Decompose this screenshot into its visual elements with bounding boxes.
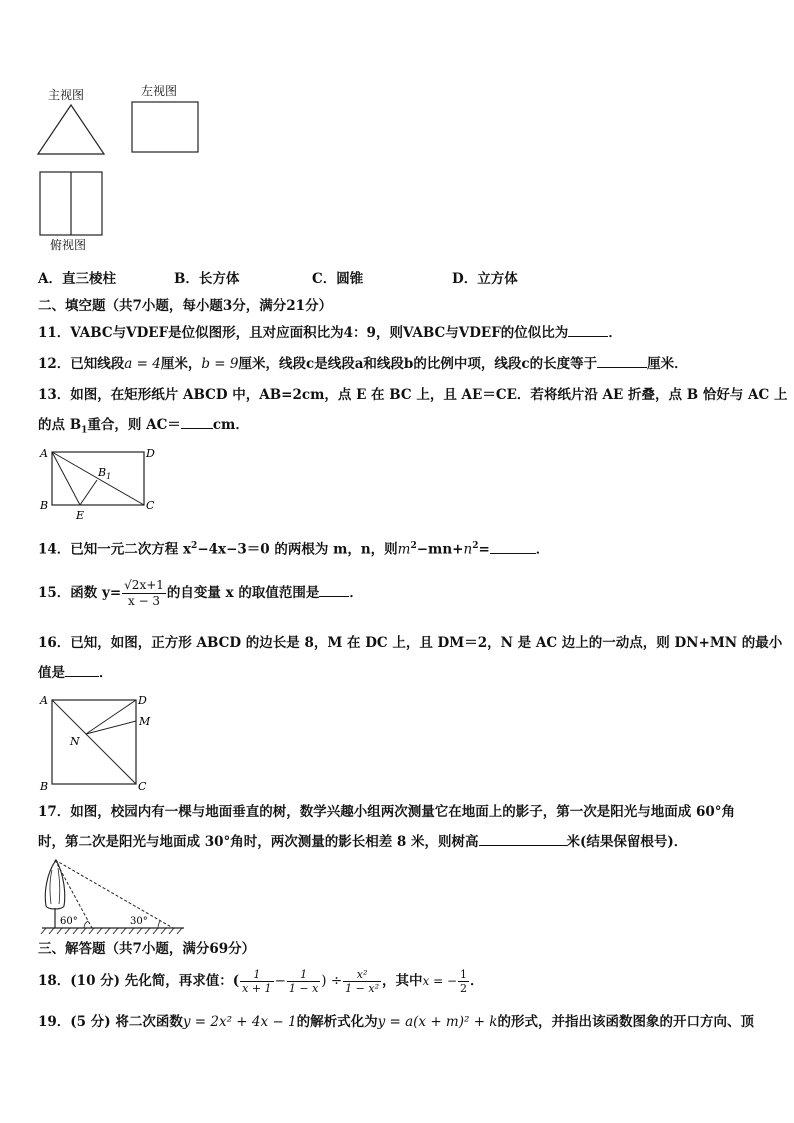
q14-sup-3: 2 — [472, 541, 479, 551]
q11-text: VABC与VDEF是位似图形，且对应面积比为4：9，则VABC与VDEF的位似比为 — [70, 325, 569, 341]
q13-line-1: 13．如图，在矩形纸片 ABCD 中，AB=2cm，点 E 在 BC 上，且 AE＝CE．若将纸片沿 AE 折叠，点 B 恰好与 AC 上 — [38, 387, 788, 403]
q17-blank — [479, 833, 567, 846]
question-18 — [38, 968, 484, 995]
question-11 — [38, 324, 622, 342]
q12-b-value: b = 9 — [201, 356, 239, 372]
q17-angle-30: 30° — [130, 916, 148, 927]
q13-blank — [181, 416, 213, 429]
q13-text-a: 的点 B — [38, 417, 82, 433]
q18-frac3-num: x² — [343, 968, 381, 982]
top-view-rectangle — [38, 170, 104, 238]
q17-line-2 — [38, 833, 687, 851]
q19-text-1: 19．(5 分) 将二次函数 — [38, 1014, 183, 1030]
q13-subscript: 1 — [81, 425, 88, 436]
q14-text-1: 14．已知一元二次方程 x — [38, 541, 192, 558]
front-view-triangle — [36, 103, 106, 157]
q16-line-1: 16．已知，如图，正方形 ABCD 的边长是 8，M 在 DC 上，且 DM＝2，N 是 AC 边上的一动点，则 DN+MN 的最小 — [38, 635, 783, 651]
section-3-header: 三、解答题（共7小题，满分69分） — [38, 941, 256, 957]
q16-label-d: D — [138, 694, 147, 707]
q15-text-1: 15．函数 y= — [38, 585, 122, 601]
q13-label-b: B — [40, 499, 49, 512]
q18-frac1-num: 1 — [240, 968, 273, 982]
q19-expression-2: y = a(x + m)² + k — [377, 1014, 498, 1030]
q18-frac4-den: 2 — [460, 982, 468, 995]
q11-blank — [568, 324, 608, 337]
q16-label-c: C — [138, 780, 147, 793]
q14-blank — [490, 541, 536, 554]
question-12 — [38, 355, 688, 373]
option-b: B．长方体 — [174, 271, 240, 287]
q13-label-e: E — [76, 509, 85, 522]
q15-denominator: x − 3 — [127, 594, 161, 608]
q15-numerator: √2x+1 — [124, 578, 164, 592]
q12-a-value: a = 4 — [124, 356, 161, 372]
q18-text-1: 18．(10 分) 先化简，再求值：( — [38, 973, 240, 989]
q18-frac3-den: 1 − x² — [345, 982, 379, 995]
q18-minus: − — [274, 973, 286, 989]
q13-rectangle-figure — [36, 444, 166, 522]
q16-end: ． — [99, 665, 113, 681]
q14-text-4: = — [478, 541, 490, 558]
q17-angle-60: 60° — [60, 916, 78, 927]
q14-sup-1: 2 — [191, 541, 198, 551]
q18-frac1-den: x + 1 — [242, 982, 272, 995]
q14-n: n — [463, 541, 473, 558]
q18-frac4-num: 1 — [460, 968, 468, 981]
q12-number: 12． — [38, 356, 71, 372]
question-14 — [38, 537, 549, 559]
q14-m: m — [397, 541, 411, 558]
q14-text-2: −4x−3＝0 的两根为 m，n，则 — [197, 541, 398, 558]
section-2-header: 二、填空题（共7小题，每小题3分，满分21分） — [38, 298, 333, 314]
q18-text-2: ) ÷ — [321, 973, 343, 989]
q13-label-d: D — [146, 447, 155, 460]
left-view-rectangle — [130, 100, 202, 154]
q12-text-3: 厘米，线段c是线段a和线段b的比例中项，线段c的长度等于 — [238, 356, 598, 372]
q14-sup-2: 2 — [410, 541, 417, 551]
q14-text-3: −mn+ — [416, 541, 464, 558]
q16-label-a: A — [40, 694, 48, 707]
q13-label-a: A — [40, 447, 48, 460]
q17-line-1: 17．如图，校园内有一棵与地面垂直的树，数学兴趣小组两次测量它在地面上的影子，第一次是阳光与地面成 60°角 — [38, 804, 736, 820]
q16-text: 值是 — [38, 665, 65, 681]
q14-end: ． — [535, 541, 550, 558]
q13-text-c: cm． — [212, 417, 249, 433]
q13-label-c: C — [146, 499, 155, 512]
q16-label-n: N — [70, 735, 80, 748]
q16-line-2 — [38, 664, 113, 682]
question-19 — [38, 1013, 754, 1031]
q19-expression-1: y = 2x² + 4x − 1 — [182, 1014, 297, 1030]
q12-blank — [597, 355, 647, 368]
q13-line-2 — [38, 416, 249, 440]
q11-end: ． — [608, 325, 622, 341]
q19-text-3: 的形式，并指出该函数图象的开口方向、顶 — [497, 1014, 754, 1030]
q18-frac2-num: 1 — [287, 968, 320, 982]
q16-blank — [65, 664, 99, 677]
q15-blank — [319, 584, 349, 597]
q17-tree-figure — [38, 854, 188, 934]
option-a: A．直三棱柱 — [38, 271, 116, 287]
q12-text-1: 已知线段 — [70, 356, 125, 372]
option-c: C．圆锥 — [312, 271, 364, 287]
q16-square-figure — [36, 690, 160, 796]
q13-label-b1: $B_1$ — [98, 466, 112, 481]
q12-text-4: 厘米． — [647, 356, 688, 372]
q12-text-2: 厘米， — [160, 356, 202, 372]
option-d: D．立方体 — [452, 271, 518, 287]
q11-number: 11． — [38, 325, 71, 341]
q13-text-b: 重合，则 AC＝ — [87, 417, 181, 433]
q17-text-b: 米(结果保留根号)． — [566, 834, 688, 850]
question-15 — [38, 578, 363, 609]
left-view-label: 左视图 — [141, 84, 178, 98]
q18-frac2-den: 1 − x — [288, 982, 319, 995]
q18-end: ． — [470, 973, 484, 989]
q17-text-a: 时，第二次是阳光与地面成 30°角时，两次测量的影长相差 8 米，则树高 — [38, 834, 479, 850]
q15-text-2: 的自变量 x 的取值范围是 — [166, 585, 320, 601]
q19-text-2: 的解析式化为 — [296, 1014, 378, 1030]
q16-label-b: B — [40, 780, 49, 793]
q15-end: ． — [349, 585, 363, 601]
q18-text-3: ，其中 — [382, 973, 423, 989]
front-view-label: 主视图 — [48, 88, 85, 102]
top-view-label: 俯视图 — [50, 238, 87, 252]
q18-x-value: x = − — [422, 974, 458, 988]
q16-label-m: M — [139, 715, 151, 728]
